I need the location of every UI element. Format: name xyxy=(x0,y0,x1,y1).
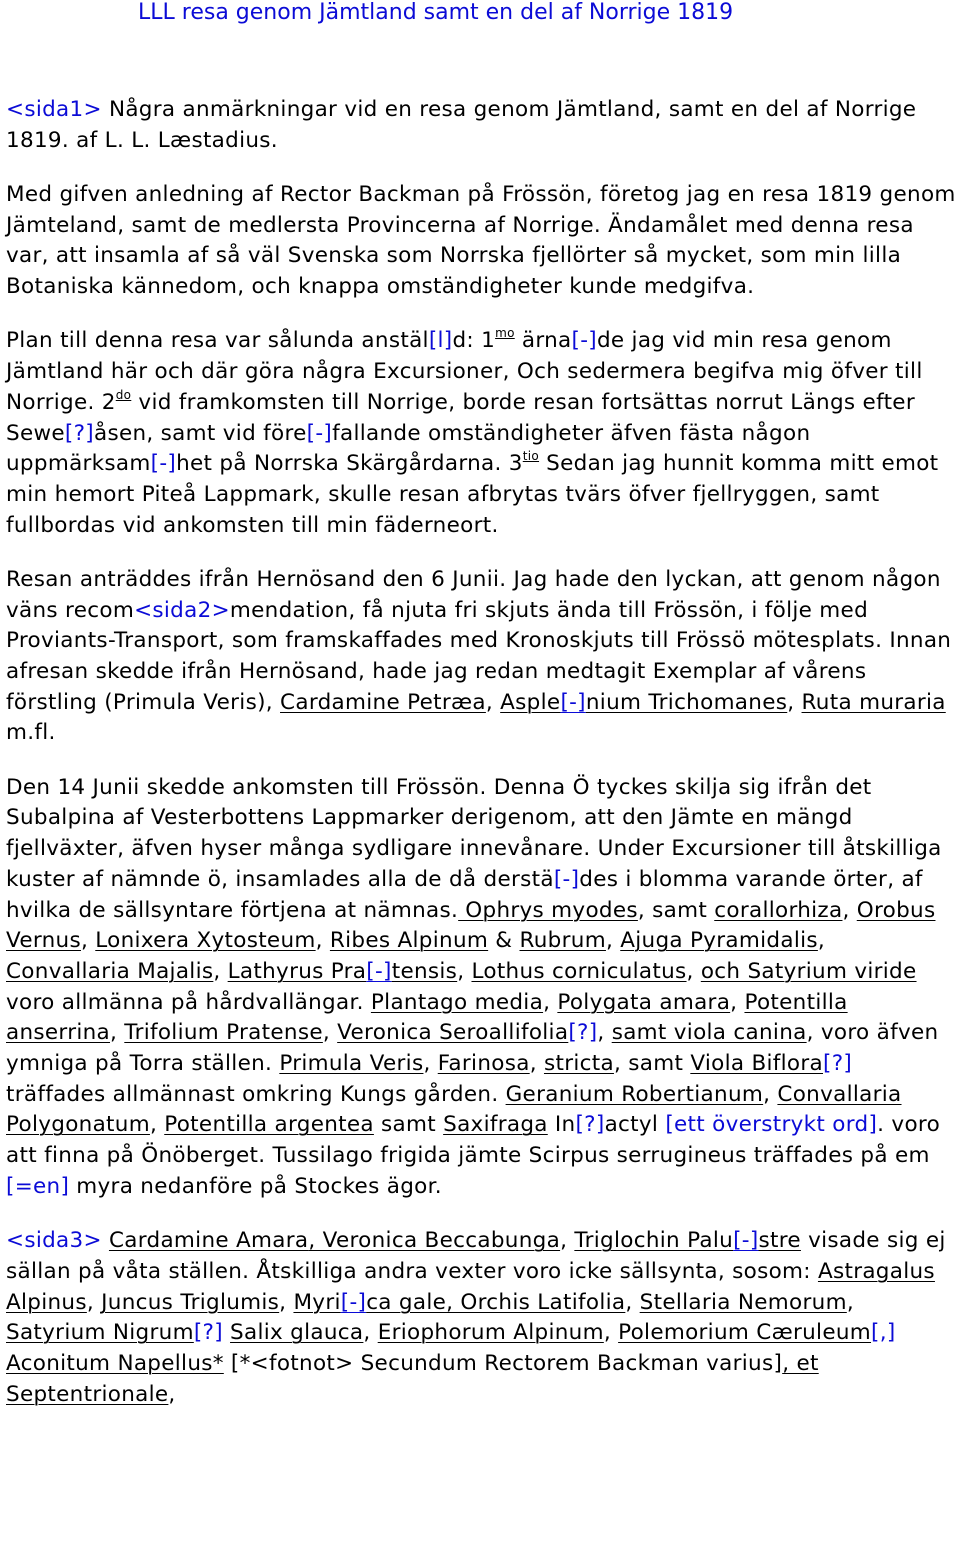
species-name: Primula Veris xyxy=(279,1051,424,1077)
text-run: , xyxy=(763,1081,778,1107)
editorial-bracket: [-] xyxy=(340,1289,367,1315)
species-name: Lonixera Xytosteum xyxy=(95,928,316,954)
species-name: Stellaria Nemorum xyxy=(639,1289,847,1315)
text-run: , xyxy=(168,1381,176,1407)
text-run: Den 14 Junii skedde ankomsten till Frössön. Denna Ö tyckes skilja sig ifrån det Subalpina af Vesterbottens Lappmarker derigenom, att den Jämte en mängd fjellväxter, äfven hyser många sydligare innevånare. Under Excursioner till åtskilliga kuster af nämnde ö, insamlades alla de då derstä xyxy=(6,774,942,892)
species-name: corallorhiza xyxy=(714,897,843,923)
text-run: des i blomma varande örter, af hvilka de sällsyntare förtjena at nämnas. xyxy=(6,866,923,923)
species-name: Ribes Alpinum xyxy=(329,928,489,954)
paragraph-6 xyxy=(6,1226,956,1410)
species-name: Lathyrus Pra xyxy=(227,958,367,984)
document-body xyxy=(6,95,956,1434)
editorial-bracket: [-] xyxy=(571,328,597,354)
species-name: Satyrium Nigrum xyxy=(6,1320,194,1346)
species-name: Polygata amara xyxy=(557,989,731,1015)
page-title: LLL resa genom Jämtland samt en del af Norrige 1819 xyxy=(138,0,734,25)
page-marker: <sida3> xyxy=(6,1228,102,1254)
editorial-bracket: [-] xyxy=(306,420,333,446)
text-run xyxy=(223,1320,230,1345)
species-name: Saxifraga xyxy=(443,1112,548,1138)
editorial-bracket: [?] xyxy=(568,1020,598,1046)
species-name: och Satyrium viride xyxy=(700,958,917,984)
species-name: Ophrys myodes xyxy=(458,897,638,923)
paragraph-text: Med gifven anledning af Rector Backman på Frössön, företog jag en resa 1819 genom Jämteland, samt de medlersta Provincerna af Norrige. Ändamålet med denna resa var, att insamla af så väl Svenska som Norrska fjellörter så mycket, som min lilla Botaniska kännedom, och knappa omständigheter kunde medgifva. xyxy=(6,182,956,300)
editorial-bracket: [-] xyxy=(553,866,580,892)
text-run: träffades allmännast omkring Kungs gården. xyxy=(6,1081,506,1107)
text-run: , xyxy=(110,1020,125,1046)
species-name: stre xyxy=(758,1228,801,1254)
text-run: , xyxy=(605,928,621,954)
text-run: , xyxy=(457,958,472,984)
footnote: [*<fotnot> Secundum Rectorem Backman varius] xyxy=(223,1350,783,1376)
text-run: voro allmänna på hårdvallängar. xyxy=(6,989,371,1015)
text-run: vid framkomsten till Norrige, borde resan fortsättas norrut Längs efter Sewe xyxy=(6,389,915,446)
paragraph-5 xyxy=(6,773,956,1203)
text-run: ärna xyxy=(514,328,572,354)
ordinal-superscript: do xyxy=(115,387,132,402)
text-run: , xyxy=(817,928,826,954)
text-run: . voro att finna på Önöberget. Tussilago frigida jämte Scirpus serrugineus träffades på em xyxy=(6,1112,941,1169)
text-run: de jag vid min resa genom Jämtland här och där göra några Excursioner, Och sedermera begifva mig öfver till Norrige. 2 xyxy=(6,328,923,415)
text-run: d: 1 xyxy=(452,328,496,354)
species-name: samt viola canina xyxy=(611,1020,807,1046)
species-name: Orobus Vernus xyxy=(6,897,936,954)
editorial-bracket: [?] xyxy=(823,1051,853,1077)
editorial-bracket: [?] xyxy=(575,1112,605,1138)
species-name: Astragalus Alpinus xyxy=(6,1258,935,1315)
editorial-bracket: [,] xyxy=(871,1320,896,1346)
species-name: Ruta muraria xyxy=(801,689,946,715)
species-name: Convallaria Majalis xyxy=(6,958,214,984)
species-name: Juncus Triglumis xyxy=(101,1289,280,1315)
page-marker: <sida1> xyxy=(6,97,102,122)
text-run: samt xyxy=(373,1112,444,1138)
ordinal-superscript: mo xyxy=(495,326,515,341)
editorial-bracket: [?] xyxy=(193,1320,223,1346)
editorial-bracket: [-] xyxy=(733,1228,759,1254)
paragraph-text: Några anmärkningar vid en resa genom Jämtland, samt en del af Norrige 1819. af L. L. Læstadius. xyxy=(6,97,917,153)
species-name: Potentilla anserrina xyxy=(6,989,848,1046)
species-name: ca gale, Orchis Latifolia xyxy=(366,1289,626,1315)
species-name: Ajuga Pyramidalis xyxy=(620,928,818,954)
paragraph-2 xyxy=(6,180,956,303)
text-run: , voro äfven ymniga på Torra ställen. xyxy=(6,1020,939,1077)
text-run xyxy=(102,1228,109,1253)
species-name: Myri xyxy=(293,1289,341,1315)
text-run: , xyxy=(603,1320,619,1346)
paragraph-3 xyxy=(6,326,956,541)
editorial-bracket: [l] xyxy=(428,328,453,354)
ordinal-superscript: tio xyxy=(522,449,540,464)
species-name: Asple xyxy=(500,689,561,715)
page-marker: <sida2> xyxy=(134,597,230,623)
species-name: Aconitum Napellus* xyxy=(6,1350,224,1376)
species-name: tensis xyxy=(391,958,458,984)
editorial-bracket: [=en] xyxy=(6,1173,70,1199)
text-run: , xyxy=(149,1112,165,1138)
editorial-bracket: [-] xyxy=(150,451,177,477)
text-run: , xyxy=(842,897,857,923)
species-name: stricta xyxy=(543,1051,614,1077)
species-name: Geranium Robertianum xyxy=(505,1081,764,1107)
species-name: Trifolium Pratense xyxy=(124,1020,323,1046)
species-name: Lothus corniculatus xyxy=(471,958,687,984)
text-run: , xyxy=(86,1289,102,1315)
editorial-bracket: [ett överstrykt ord] xyxy=(665,1112,878,1138)
text-run: , xyxy=(80,928,96,954)
species-name: nium Trichomanes xyxy=(585,689,788,715)
species-name: Potentilla argentea xyxy=(164,1112,374,1138)
text-run: , xyxy=(485,689,501,715)
editorial-bracket: [-] xyxy=(366,958,392,984)
species-name: Cardamine Amara xyxy=(108,1228,309,1254)
text-run: In xyxy=(547,1112,576,1138)
species-name: , Veronica Beccabunga xyxy=(308,1228,561,1254)
species-name: Triglochin Palu xyxy=(574,1228,734,1254)
text-run: , xyxy=(730,989,745,1015)
editorial-bracket: [?] xyxy=(64,420,94,446)
text-run: , xyxy=(543,989,558,1015)
text-run: , xyxy=(560,1228,575,1254)
text-run: Plan till denna resa var sålunda anstäl xyxy=(6,328,429,354)
text-run: , xyxy=(322,1020,338,1046)
species-name: Polemorium Cæruleum xyxy=(618,1320,872,1346)
text-run: , xyxy=(363,1320,378,1346)
paragraph-1 xyxy=(6,95,956,156)
text-run: myra nedanföre på Stockes ägor. xyxy=(69,1173,442,1199)
species-name: Veronica Seroallifolia xyxy=(337,1020,569,1046)
species-name: Cardamine Petræa xyxy=(280,689,486,715)
species-name: Viola Biflora xyxy=(690,1051,823,1077)
species-name: Convallaria Polygonatum xyxy=(6,1081,902,1138)
text-run: , xyxy=(686,958,701,984)
text-run: åsen, samt vid före xyxy=(93,420,307,446)
text-run: , xyxy=(279,1289,294,1315)
text-run: Resan anträddes ifrån Hernösand den 6 Junii. Jag hade den lyckan, att genom någon väns recom xyxy=(6,566,941,623)
text-run: , samt xyxy=(637,897,715,923)
text-run: visade sig ej sällan på våta ställen. Åtskilliga andra vexter voro icke sällsynta, sosom: xyxy=(6,1228,946,1284)
text-run: , xyxy=(213,958,228,984)
text-run: m.fl. xyxy=(6,720,56,746)
text-run: mendation, få njuta fri skjuts ända till Frössön, i följe med Proviants-Transport, som framskaffades med Kronoskjuts till Frössö mötesplats. Innan afresan skedde ifrån Hernösand, hade jag redan medtagit Exemplar af vårens förstling (Primula Veris), xyxy=(6,597,952,715)
text-run: , xyxy=(787,689,802,715)
species-name: Eriophorum Alpinum xyxy=(377,1320,604,1346)
text-run: , xyxy=(597,1020,612,1046)
species-name: , et Septentrionale xyxy=(6,1350,819,1407)
species-name: Rubrum xyxy=(519,928,606,954)
paragraph-4 xyxy=(6,565,956,749)
species-name: Plantago media xyxy=(370,989,544,1015)
text-run: Sedan jag hunnit komma mitt emot min hemort Piteå Lappmark, skulle resan afbrytas tvärs öfver fjellryggen, samt fullbordas vid ankomsten till min fäderneort. xyxy=(6,451,939,538)
text-run: , xyxy=(423,1051,438,1077)
text-run: & xyxy=(488,928,520,954)
text-run: , xyxy=(315,928,330,954)
text-run: , samt xyxy=(613,1051,691,1077)
text-run: actyl xyxy=(604,1112,666,1138)
text-run: fallande omständigheter äfven fästa någon uppmärksam xyxy=(6,420,811,477)
text-run: , xyxy=(846,1289,854,1315)
editorial-bracket: [-] xyxy=(560,689,586,715)
species-name: Farinosa xyxy=(437,1051,530,1077)
species-name: Salix glauca xyxy=(230,1320,364,1346)
text-run: , xyxy=(529,1051,544,1077)
text-run: het på Norrska Skärgårdarna. 3 xyxy=(176,451,523,477)
text-run: , xyxy=(625,1289,640,1315)
